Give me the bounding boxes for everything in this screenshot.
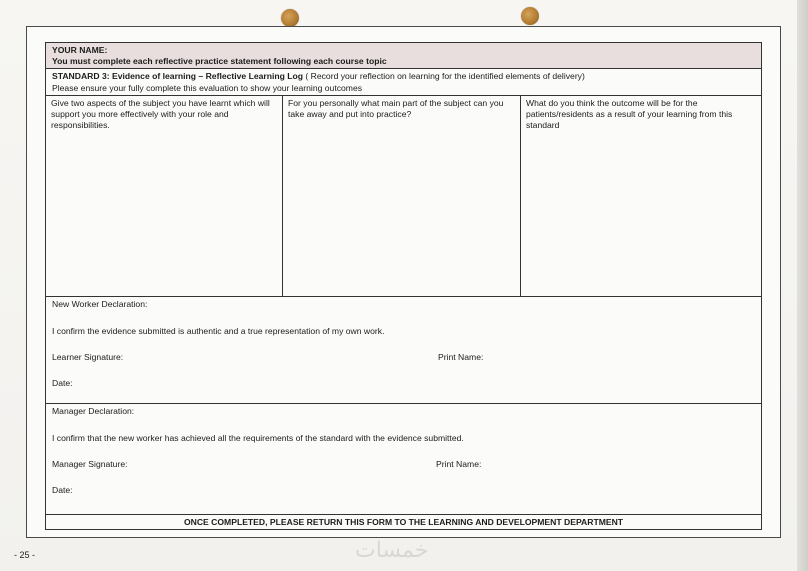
manager-signature-label[interactable]: Manager Signature:: [52, 458, 128, 469]
standard-title-bold: STANDARD 3: Evidence of learning – Reflective Learning Log: [52, 71, 304, 82]
standard-title-rest: ( Record your reflection on learning for the identified elements of delivery): [303, 71, 585, 82]
question-3-cell[interactable]: [521, 96, 761, 296]
worker-date-label[interactable]: Date:: [52, 377, 73, 388]
question-columns: [46, 96, 761, 297]
name-header: [46, 43, 761, 69]
page-edge-shadow: [797, 0, 808, 571]
watermark-text: خمسات: [355, 538, 429, 563]
standard-title: [52, 71, 755, 82]
worker-declaration: [46, 297, 761, 404]
manager-date-label[interactable]: Date:: [52, 484, 73, 495]
worker-declaration-statement: I confirm the evidence submitted is authentic and a true representation of my own work.: [52, 325, 385, 336]
manager-declaration-heading: Manager Declaration:: [52, 405, 135, 416]
reflective-log-form: [45, 42, 762, 530]
manager-print-name-label[interactable]: Print Name:: [436, 458, 482, 469]
worker-print-name-label[interactable]: Print Name:: [438, 351, 484, 362]
question-3-text: What do you think the outcome will be for the patients/residents as a result of your learning from this standard: [526, 97, 733, 131]
worker-declaration-heading: New Worker Declaration:: [52, 298, 148, 309]
question-2-cell[interactable]: [283, 96, 521, 296]
learner-signature-label[interactable]: Learner Signature:: [52, 351, 124, 362]
question-1-text: Give two aspects of the subject you have learnt which will support you more effectively with your role and responsibilities.: [51, 97, 270, 131]
your-name-label: YOUR NAME:: [52, 45, 108, 55]
page-number: - 25 -: [14, 550, 36, 560]
manager-declaration-statement: I confirm that the new worker has achieved all the requirements of the standard with the evidence submitted.: [52, 432, 464, 443]
instruction-text: You must complete each reflective practice statement following each course topic: [52, 56, 387, 67]
manager-declaration: [46, 404, 761, 514]
punch-hole-right: [521, 7, 539, 25]
punch-hole-left: [281, 9, 299, 27]
question-2-text: For you personally what main part of the subject can you take away and put into practice?: [288, 97, 504, 119]
question-1-cell[interactable]: [46, 96, 283, 296]
return-instruction-footer: ONCE COMPLETED, PLEASE RETURN THIS FORM TO THE LEARNING AND DEVELOPMENT DEPARTMENT: [46, 514, 761, 529]
standard-note: Please ensure your fully complete this evaluation to show your learning outcomes: [52, 82, 363, 93]
standard-section: [46, 69, 761, 95]
